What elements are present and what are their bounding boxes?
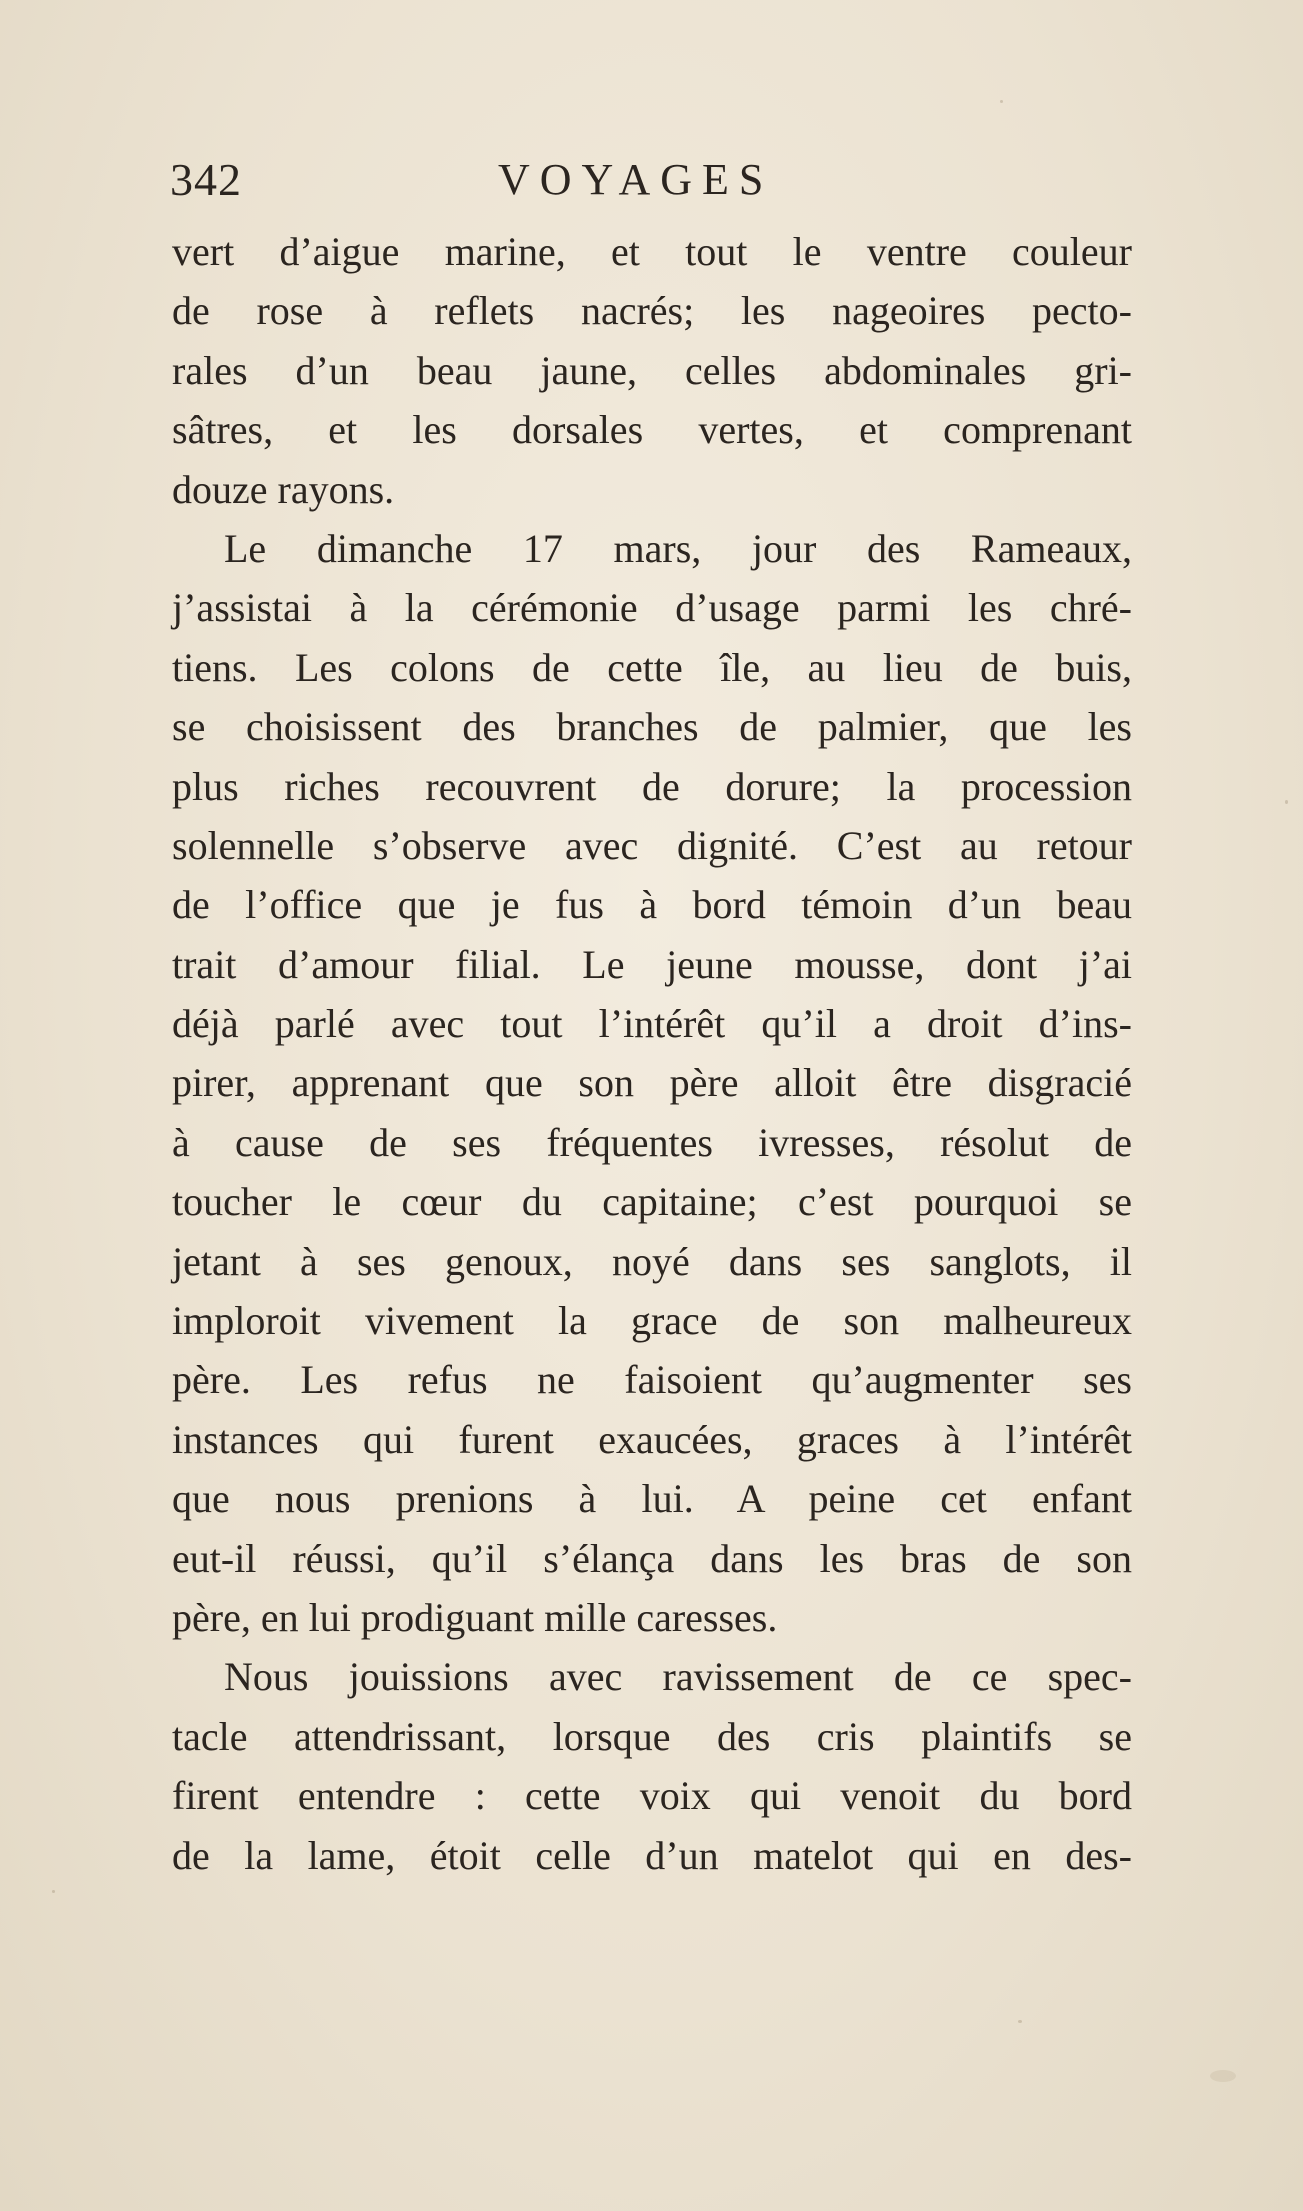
text-line: eut-il réussi, qu’il s’élança dans les bras de son: [172, 1535, 1132, 1581]
text-line: firent entendre : cette voix qui venoit du bord: [172, 1773, 1132, 1819]
text-line: imploroit vivement la grace de son malheureux: [172, 1298, 1132, 1344]
paper-speck: [1210, 2070, 1236, 2082]
text-line: père. Les refus ne faisoient qu’augmenter ses: [172, 1357, 1132, 1403]
text-line: sâtres, et les dorsales vertes, et comprenant: [172, 407, 1132, 453]
text-line: de rose à reflets nacrés; les nageoires pecto-: [172, 288, 1132, 334]
running-title: VOYAGES: [498, 155, 774, 204]
text-line: rales d’un beau jaune, celles abdominales gri-: [172, 347, 1132, 393]
text-line: à cause de ses fréquentes ivresses, résolut de: [172, 1119, 1132, 1165]
text-line: que nous prenions à lui. A peine cet enfant: [172, 1476, 1132, 1522]
body-text: [172, 222, 1132, 1885]
text-line: plus riches recouvrent de dorure; la procession: [172, 763, 1132, 809]
paper-speck: [52, 1890, 55, 1893]
paragraph-start-line: Nous jouissions avec ravissement de ce spec-: [224, 1654, 1132, 1700]
text-line: vert d’aigue marine, et tout le ventre couleur: [172, 229, 1132, 274]
text-line: jetant à ses genoux, noyé dans ses sanglots, il: [172, 1238, 1132, 1284]
text-line: trait d’amour filial. Le jeune mousse, dont j’ai: [172, 941, 1132, 987]
text-line: instances qui furent exaucées, graces à l’intérêt: [172, 1416, 1132, 1462]
paper-speck: [1000, 100, 1003, 103]
page-header: [170, 150, 1130, 210]
text-line: père, en lui prodiguant mille caresses.: [172, 1594, 778, 1640]
text-line: de la lame, étoit celle d’un matelot qui en des-: [172, 1832, 1132, 1878]
paragraph-start-line: Le dimanche 17 mars, jour des Rameaux,: [224, 525, 1132, 571]
page-number: 342: [170, 154, 242, 205]
text-line: tiens. Les colons de cette île, au lieu de buis,: [172, 644, 1132, 690]
text-line: pirer, apprenant que son père alloit être disgracié: [172, 1060, 1132, 1106]
text-line: douze rayons.: [172, 466, 395, 512]
text-line: se choisissent des branches de palmier, que les: [172, 704, 1132, 750]
text-line: déjà parlé avec tout l’intérêt qu’il a droit d’ins-: [172, 1001, 1132, 1047]
text-line: de l’office que je fus à bord témoin d’un beau: [172, 882, 1132, 928]
text-line: solennelle s’observe avec dignité. C’est au retour: [172, 822, 1132, 868]
text-line: tacle attendrissant, lorsque des cris plaintifs se: [172, 1713, 1132, 1759]
paper-speck: [1285, 800, 1288, 804]
text-line: toucher le cœur du capitaine; c’est pourquoi se: [172, 1179, 1132, 1225]
paper-speck: [1018, 2020, 1022, 2023]
text-line: j’assistai à la cérémonie d’usage parmi les chré-: [172, 585, 1132, 631]
